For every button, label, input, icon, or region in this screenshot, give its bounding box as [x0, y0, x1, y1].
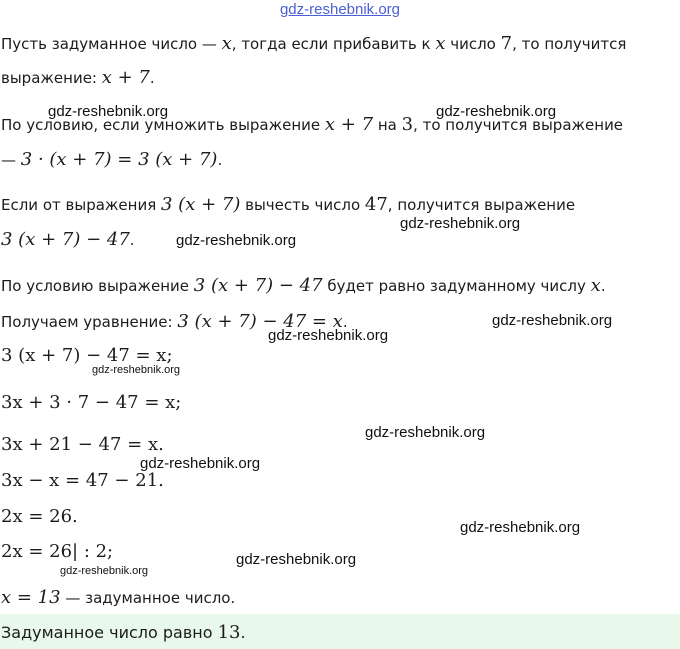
paragraph-3-line-1	[1, 195, 575, 215]
text: —	[1, 151, 21, 169]
math-number: 7	[500, 33, 513, 54]
paragraph-1-line-1	[1, 34, 626, 54]
watermark: gdz-reshebnik.org	[140, 455, 261, 472]
solution-step: 3x + 3 · 7 − 47 = x;	[1, 392, 182, 413]
watermark: gdz-reshebnik.org	[60, 565, 149, 577]
solution-step: 3 (x + 7) − 47 = x;	[1, 345, 173, 366]
math-expression: 3 (x + 7) − 47	[193, 275, 323, 296]
math-variable: x	[221, 33, 232, 54]
paragraph-3-line-2	[1, 230, 135, 250]
text: будет равно задуманному числу	[322, 277, 591, 295]
watermark: gdz-reshebnik.org	[365, 424, 486, 441]
text: .	[149, 69, 155, 87]
text: выражение:	[1, 69, 102, 87]
math-variable: x	[435, 33, 446, 54]
text: вычесть число	[240, 196, 365, 214]
solution-step: 2x = 26.	[1, 506, 78, 527]
text: .	[129, 231, 135, 249]
text: По условию, если умножить выражение	[1, 116, 325, 134]
text: Пусть задуманное число —	[1, 35, 222, 53]
watermark: gdz-reshebnik.org	[492, 312, 613, 329]
text: .	[217, 151, 223, 169]
text: Если от выражения	[1, 196, 161, 214]
solution-step: 3x + 21 − 47 = x.	[1, 434, 164, 455]
math-expression: 3 (x + 7)	[161, 194, 241, 215]
text: число	[445, 35, 501, 53]
paragraph-1-line-2	[1, 68, 155, 88]
text: .	[342, 313, 348, 331]
watermark: gdz-reshebnik.org	[436, 103, 557, 120]
paragraph-4	[1, 276, 606, 296]
math-expression: 3 (x + 7) − 47	[1, 229, 130, 250]
text: , получится выражение	[387, 196, 576, 214]
answer-box	[0, 614, 680, 649]
solution-step: 3x − x = 47 − 21.	[1, 470, 164, 491]
math-number: 3	[401, 114, 414, 135]
text: , тогда если прибавить к	[231, 35, 436, 53]
text: .	[240, 623, 246, 642]
watermark: gdz-reshebnik.org	[236, 551, 357, 568]
watermark: gdz-reshebnik.org	[48, 103, 169, 120]
text: Задуманное число равно	[1, 623, 218, 642]
watermark: gdz-reshebnik.org	[92, 364, 181, 376]
math-expression: x + 7	[324, 114, 374, 135]
solution-step: 2x = 26| : 2;	[1, 541, 114, 562]
paragraph-2-line-2	[1, 150, 222, 170]
text: По условию выражение	[1, 277, 194, 295]
math-expression: x = 13	[1, 587, 61, 608]
math-number: 13	[217, 622, 241, 643]
text: , то получится	[512, 35, 627, 53]
watermark: gdz-reshebnik.org	[400, 215, 521, 232]
text: — задуманное число.	[60, 589, 236, 607]
answer-text	[1, 622, 246, 643]
math-expression: 3 (x + 7) − 47 = x	[177, 311, 343, 332]
watermark: gdz-reshebnik.org	[268, 327, 389, 344]
text: , то получится выражение	[413, 116, 624, 134]
math-number: 47	[364, 194, 388, 215]
math-expression: x + 7	[101, 67, 150, 88]
text: Получаем уравнение:	[1, 313, 178, 331]
text: на	[373, 116, 402, 134]
text: .	[600, 277, 606, 295]
math-expression: 3 · (x + 7) = 3 (x + 7)	[20, 149, 218, 170]
watermark: gdz-reshebnik.org	[176, 232, 297, 249]
watermark: gdz-reshebnik.org	[460, 519, 581, 536]
math-variable: x	[590, 275, 601, 296]
final-result	[1, 588, 235, 608]
site-header-link[interactable]: gdz-reshebnik.org	[279, 1, 401, 18]
